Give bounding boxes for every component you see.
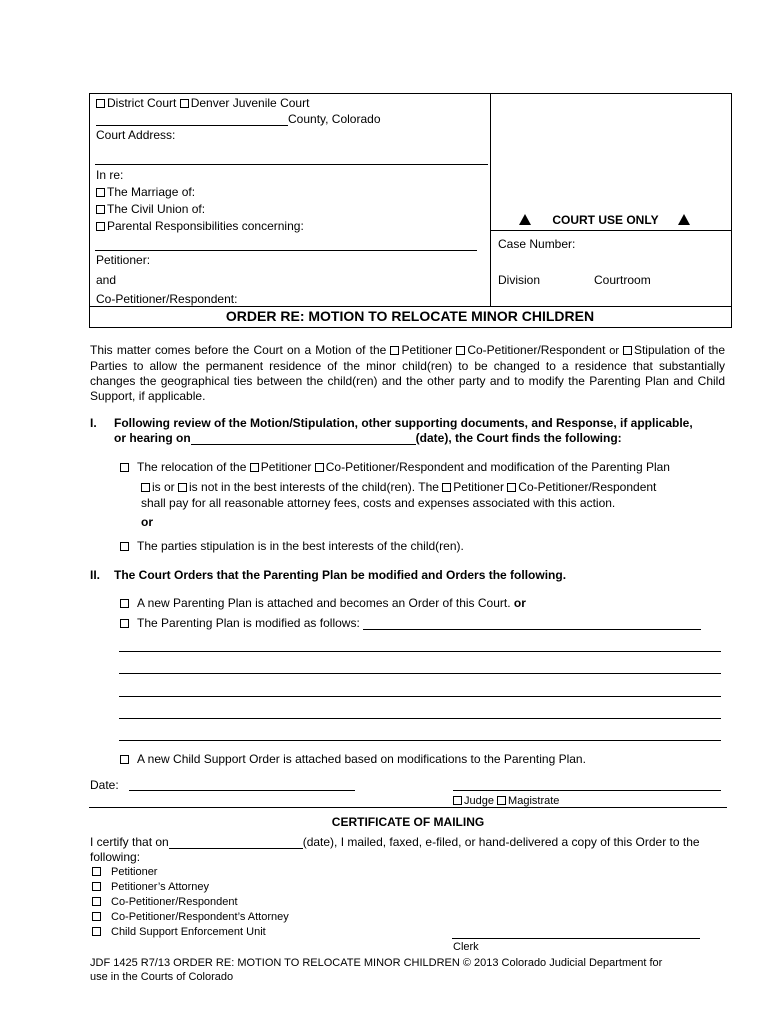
fees-text: shall pay for all reasonable attorney fees, costs and expenses associated with this action.	[141, 496, 616, 510]
is-not-label: is not in the best interests of the child(ren). The	[189, 480, 443, 494]
list-item	[92, 926, 289, 941]
recipient-checkbox[interactable]	[92, 927, 101, 936]
modification-line[interactable]	[119, 740, 721, 741]
court-type-row	[96, 96, 309, 110]
civil-union-checkbox[interactable]	[96, 205, 105, 214]
modification-line[interactable]	[119, 673, 721, 674]
list-item	[92, 911, 289, 926]
finding-stipulation-row	[120, 539, 464, 553]
footer-line1: JDF 1425 R7/13 ORDER RE: MOTION TO RELOCATE MINOR CHILDREN © 2013 Colorado Judicial Department for	[90, 957, 663, 969]
finding-relocation-row	[120, 460, 670, 474]
finding-relocation-checkbox[interactable]	[120, 463, 129, 472]
county-suffix: County, Colorado	[288, 112, 381, 126]
modification-line[interactable]	[119, 651, 721, 652]
new-plan-text: A new Parenting Plan is attached and becomes an Order of this Court.	[137, 596, 511, 610]
recipient-list	[92, 866, 289, 941]
district-court-checkbox[interactable]	[96, 99, 105, 108]
relocation-text: The relocation of the	[137, 460, 250, 474]
finding-stipulation-checkbox[interactable]	[120, 542, 129, 551]
child-support-text: A new Child Support Order is attached based on modifications to the Parenting Plan.	[137, 752, 586, 766]
parties-divider	[95, 250, 477, 251]
caption-divider	[490, 93, 491, 306]
civil-union-row	[96, 202, 205, 216]
section-1-heading-line2	[114, 431, 622, 445]
certificate-line2: following:	[90, 850, 141, 864]
motion-co-petitioner-label: Co-Petitioner/Respondent	[467, 343, 606, 357]
co-petitioner-label: Co-Petitioner/Respondent:	[96, 292, 238, 306]
relocation-co-petitioner-label: Co-Petitioner/Respondent and modification of the Parenting Plan	[325, 460, 670, 474]
court-use-only	[519, 213, 690, 227]
certify-label: I certify that on	[90, 835, 169, 849]
motion-co-petitioner-checkbox[interactable]	[456, 346, 465, 355]
modified-plan-text: The Parenting Plan is modified as follows:	[137, 616, 360, 630]
motion-petitioner-label: Petitioner	[401, 343, 457, 357]
new-plan-checkbox[interactable]	[120, 599, 129, 608]
judge-checkbox[interactable]	[453, 796, 462, 805]
address-divider	[95, 164, 488, 165]
recipient-label: Child Support Enforcement Unit	[111, 926, 266, 938]
case-number-label: Case Number:	[498, 237, 576, 251]
certify-text: (date), I mailed, faxed, e-filed, or hand-delivered a copy of this Order to the	[302, 835, 700, 849]
relocation-petitioner-label: Petitioner	[260, 460, 315, 474]
magistrate-checkbox[interactable]	[497, 796, 506, 805]
intro-text-rest: of the Parties to allow the permanent residence of the minor child(ren) to be changed to a residence that substantially changes the geographical ties between the child(ren) and the other party and to modify the Parenting Plan and Child Support, if applicable.	[90, 343, 725, 403]
section-2-number: II.	[90, 568, 101, 582]
district-court-label: District Court	[107, 96, 177, 110]
division-label: Division	[498, 273, 541, 287]
civil-union-label: The Civil Union of:	[107, 202, 206, 216]
marriage-row	[96, 185, 195, 199]
clerk-label: Clerk	[453, 941, 479, 953]
court-use-only-label: COURT USE ONLY	[552, 213, 659, 227]
footer-line2: use in the Courts of Colorado	[90, 971, 234, 983]
juvenile-court-label: Denver Juvenile Court	[190, 96, 310, 110]
new-plan-or: or	[513, 596, 526, 610]
in-re-label: In re:	[96, 168, 124, 182]
recipient-checkbox[interactable]	[92, 882, 101, 891]
up-triangle-icon	[519, 214, 531, 225]
list-item	[92, 866, 289, 881]
court-use-divider	[490, 230, 731, 231]
court-address-label: Court Address:	[96, 128, 176, 142]
list-item	[92, 881, 289, 896]
page-title: ORDER RE: MOTION TO RELOCATE MINOR CHILDREN	[225, 308, 595, 324]
section-1-number: I.	[90, 416, 97, 430]
petitioner-label: Petitioner:	[96, 253, 151, 267]
signature-line[interactable]	[453, 790, 721, 791]
title-divider	[89, 306, 731, 307]
is-label: is or	[152, 480, 179, 494]
finding-interest-row	[141, 480, 656, 494]
child-support-checkbox[interactable]	[120, 755, 129, 764]
is-checkbox[interactable]	[141, 483, 150, 492]
clerk-line[interactable]	[452, 938, 700, 939]
certificate-divider	[89, 807, 727, 808]
recipient-checkbox[interactable]	[92, 897, 101, 906]
certificate-line1	[90, 835, 700, 849]
child-support-row	[120, 752, 586, 766]
section-2-heading: The Court Orders that the Parenting Plan be modified and Orders the following.	[114, 568, 567, 582]
courtroom-label: Courtroom	[594, 273, 651, 287]
date-line[interactable]	[129, 790, 355, 791]
fees-petitioner-checkbox[interactable]	[442, 483, 451, 492]
certificate-heading: CERTIFICATE OF MAILING	[331, 815, 485, 829]
juvenile-court-checkbox[interactable]	[180, 99, 189, 108]
marriage-label: The Marriage of:	[107, 185, 196, 199]
up-triangle-icon	[678, 214, 690, 225]
recipient-checkbox[interactable]	[92, 912, 101, 921]
is-not-checkbox[interactable]	[178, 483, 187, 492]
recipient-label: Petitioner	[111, 866, 158, 878]
relocation-co-petitioner-checkbox[interactable]	[315, 463, 324, 472]
hearing-suffix: (date), the Court finds the following:	[415, 431, 622, 445]
parental-row	[96, 219, 304, 233]
fees-petitioner-label: Petitioner	[453, 480, 508, 494]
modification-line[interactable]	[119, 696, 721, 697]
intro-paragraph	[90, 343, 725, 404]
parental-checkbox[interactable]	[96, 222, 105, 231]
new-plan-row	[120, 596, 526, 610]
modification-line[interactable]	[119, 718, 721, 719]
modified-plan-field[interactable]	[363, 617, 701, 630]
fees-co-petitioner-label: Co-Petitioner/Respondent	[518, 480, 657, 494]
section-1-or: or	[141, 515, 153, 529]
modified-plan-row	[120, 616, 701, 630]
recipient-label: Co-Petitioner/Respondent	[111, 896, 238, 908]
hearing-label: or hearing on	[114, 431, 191, 445]
parental-label: Parental Responsibilities concerning:	[107, 219, 304, 233]
relocation-petitioner-checkbox[interactable]	[250, 463, 259, 472]
recipient-label: Petitioner’s Attorney	[111, 881, 210, 893]
judge-magistrate-row	[453, 795, 559, 807]
list-item	[92, 896, 289, 911]
motion-stipulation-label: Stipulation	[633, 343, 690, 357]
recipient-label: Co-Petitioner/Respondent’s Attorney	[111, 911, 289, 923]
section-1-heading-line1: Following review of the Motion/Stipulation, other supporting documents, and Response, if applicable,	[114, 416, 693, 430]
county-row	[96, 112, 381, 126]
recipient-checkbox[interactable]	[92, 867, 101, 876]
stipulation-text: The parties stipulation is in the best interests of the child(ren).	[137, 539, 464, 553]
intro-or: or	[605, 345, 623, 357]
and-label: and	[96, 273, 117, 287]
date-label: Date:	[90, 778, 119, 792]
mailing-date-field[interactable]	[169, 836, 303, 849]
marriage-checkbox[interactable]	[96, 188, 105, 197]
modified-plan-checkbox[interactable]	[120, 619, 129, 628]
intro-text: This matter comes before the Court on a Motion of the	[90, 343, 391, 357]
fees-co-petitioner-checkbox[interactable]	[507, 483, 516, 492]
hearing-date-field[interactable]	[191, 432, 416, 445]
judge-label: Judge	[464, 795, 494, 807]
motion-stipulation-checkbox[interactable]	[623, 346, 632, 355]
county-field[interactable]	[96, 113, 288, 126]
motion-petitioner-checkbox[interactable]	[390, 346, 399, 355]
magistrate-label: Magistrate	[508, 795, 560, 807]
